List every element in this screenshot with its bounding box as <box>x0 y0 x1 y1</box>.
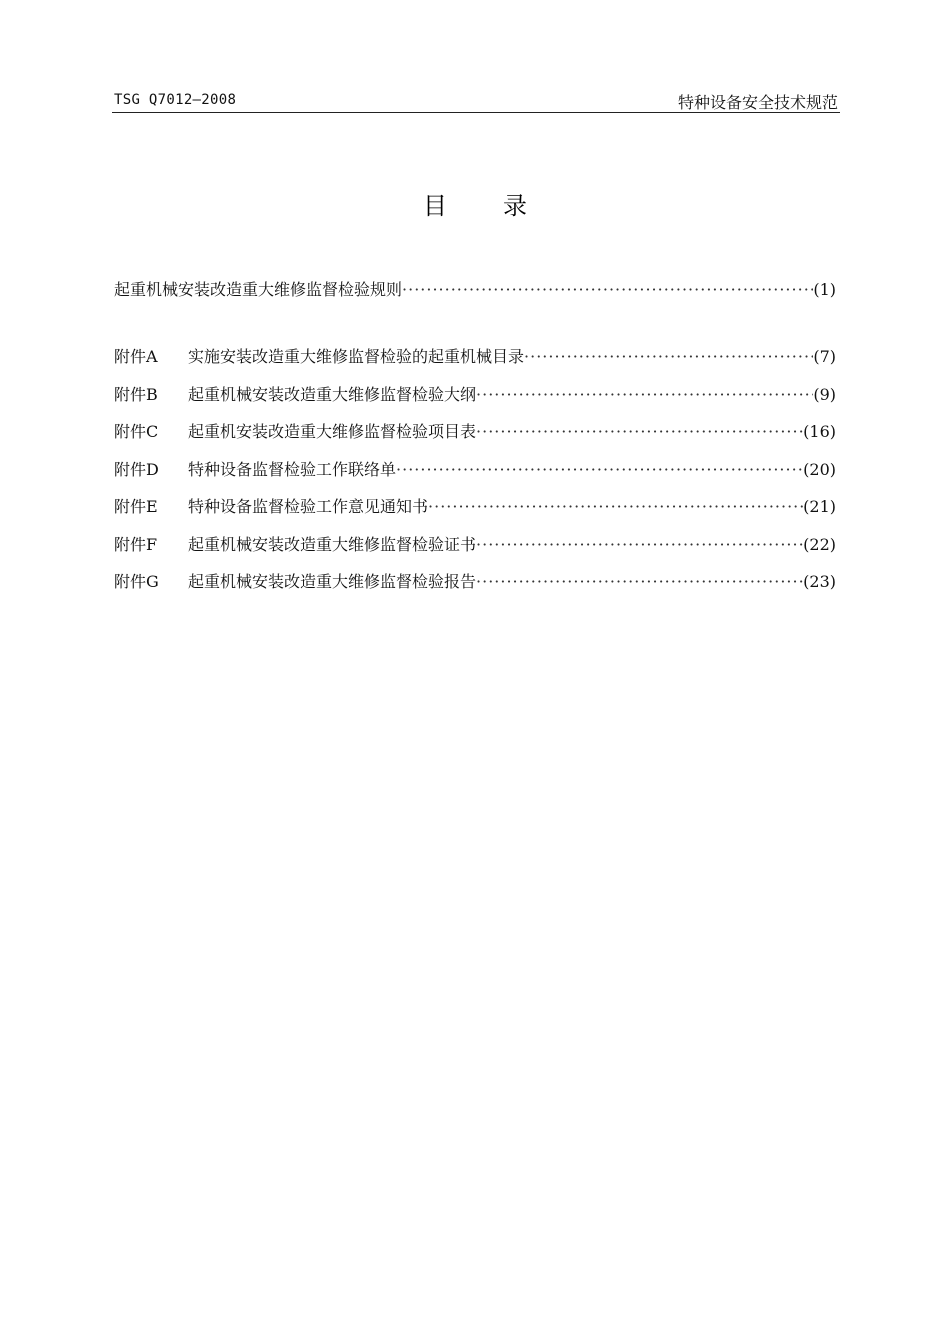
header-divider <box>112 112 840 113</box>
toc-page-number: (7) <box>813 347 836 366</box>
standard-series: 特种设备安全技术规范 <box>677 93 838 112</box>
toc-entry-title: 起重机械安装改造重大维修监督检验报告 <box>188 572 477 591</box>
dot-leader <box>476 533 803 557</box>
toc-entry-prefix: 附件F <box>114 534 158 554</box>
toc-page-number: (1) <box>813 280 836 299</box>
toc-entry-title: 特种设备监督检验工作联络单 <box>188 459 397 479</box>
toc-entry-appendix-f[interactable] <box>114 533 836 557</box>
toc-entry-appendix-d[interactable] <box>114 458 836 482</box>
toc-page-number: (21) <box>803 497 836 516</box>
toc-entry-title: 特种设备监督检验工作意见通知书 <box>188 497 429 516</box>
dot-leader <box>428 495 803 519</box>
toc-entry-title: 实施安装改造重大维修监督检验的起重机械目录 <box>188 347 525 366</box>
toc-page-number: (22) <box>803 534 836 554</box>
page-header <box>112 90 840 112</box>
page-title <box>0 186 950 221</box>
toc-entry-appendix-e[interactable] <box>114 495 836 519</box>
toc-entry-appendix-c[interactable] <box>114 420 836 444</box>
dot-leader <box>396 458 803 482</box>
toc-page-number: (9) <box>813 384 836 404</box>
toc-entry-prefix: 附件E <box>114 497 158 516</box>
toc-page-number: (16) <box>803 422 836 441</box>
dot-leader <box>476 383 813 407</box>
toc-entry-prefix: 附件G <box>114 572 159 591</box>
toc-entry-title: 起重机械安装改造重大维修监督检验证书 <box>188 534 477 554</box>
dot-leader <box>476 420 803 444</box>
toc-entry-title: 起重机安装改造重大维修监督检验项目表 <box>188 422 477 441</box>
toc-page-number: (20) <box>803 459 836 479</box>
toc-entry-appendix-g[interactable] <box>114 570 836 594</box>
toc-entry-prefix: 附件D <box>114 459 159 479</box>
dot-leader <box>402 278 813 302</box>
dot-leader <box>524 345 813 369</box>
toc-entry-prefix: 附件A <box>114 347 158 366</box>
toc-page-number: (23) <box>803 572 836 591</box>
toc-entry-appendix-b[interactable] <box>114 383 836 407</box>
standard-code: TSG Q7012—2008 <box>114 92 237 108</box>
toc-entry-main[interactable] <box>114 278 836 302</box>
toc-entry-title: 起重机械安装改造重大维修监督检验大纲 <box>188 384 477 404</box>
title-char-1: 目 <box>423 192 447 220</box>
toc-entry-title: 起重机械安装改造重大维修监督检验规则 <box>114 280 403 299</box>
table-of-contents <box>114 278 836 608</box>
toc-entry-appendix-a[interactable] <box>114 345 836 369</box>
toc-entry-prefix: 附件C <box>114 422 159 441</box>
dot-leader <box>476 570 803 594</box>
title-char-2: 录 <box>503 192 527 220</box>
toc-entry-prefix: 附件B <box>114 384 158 404</box>
